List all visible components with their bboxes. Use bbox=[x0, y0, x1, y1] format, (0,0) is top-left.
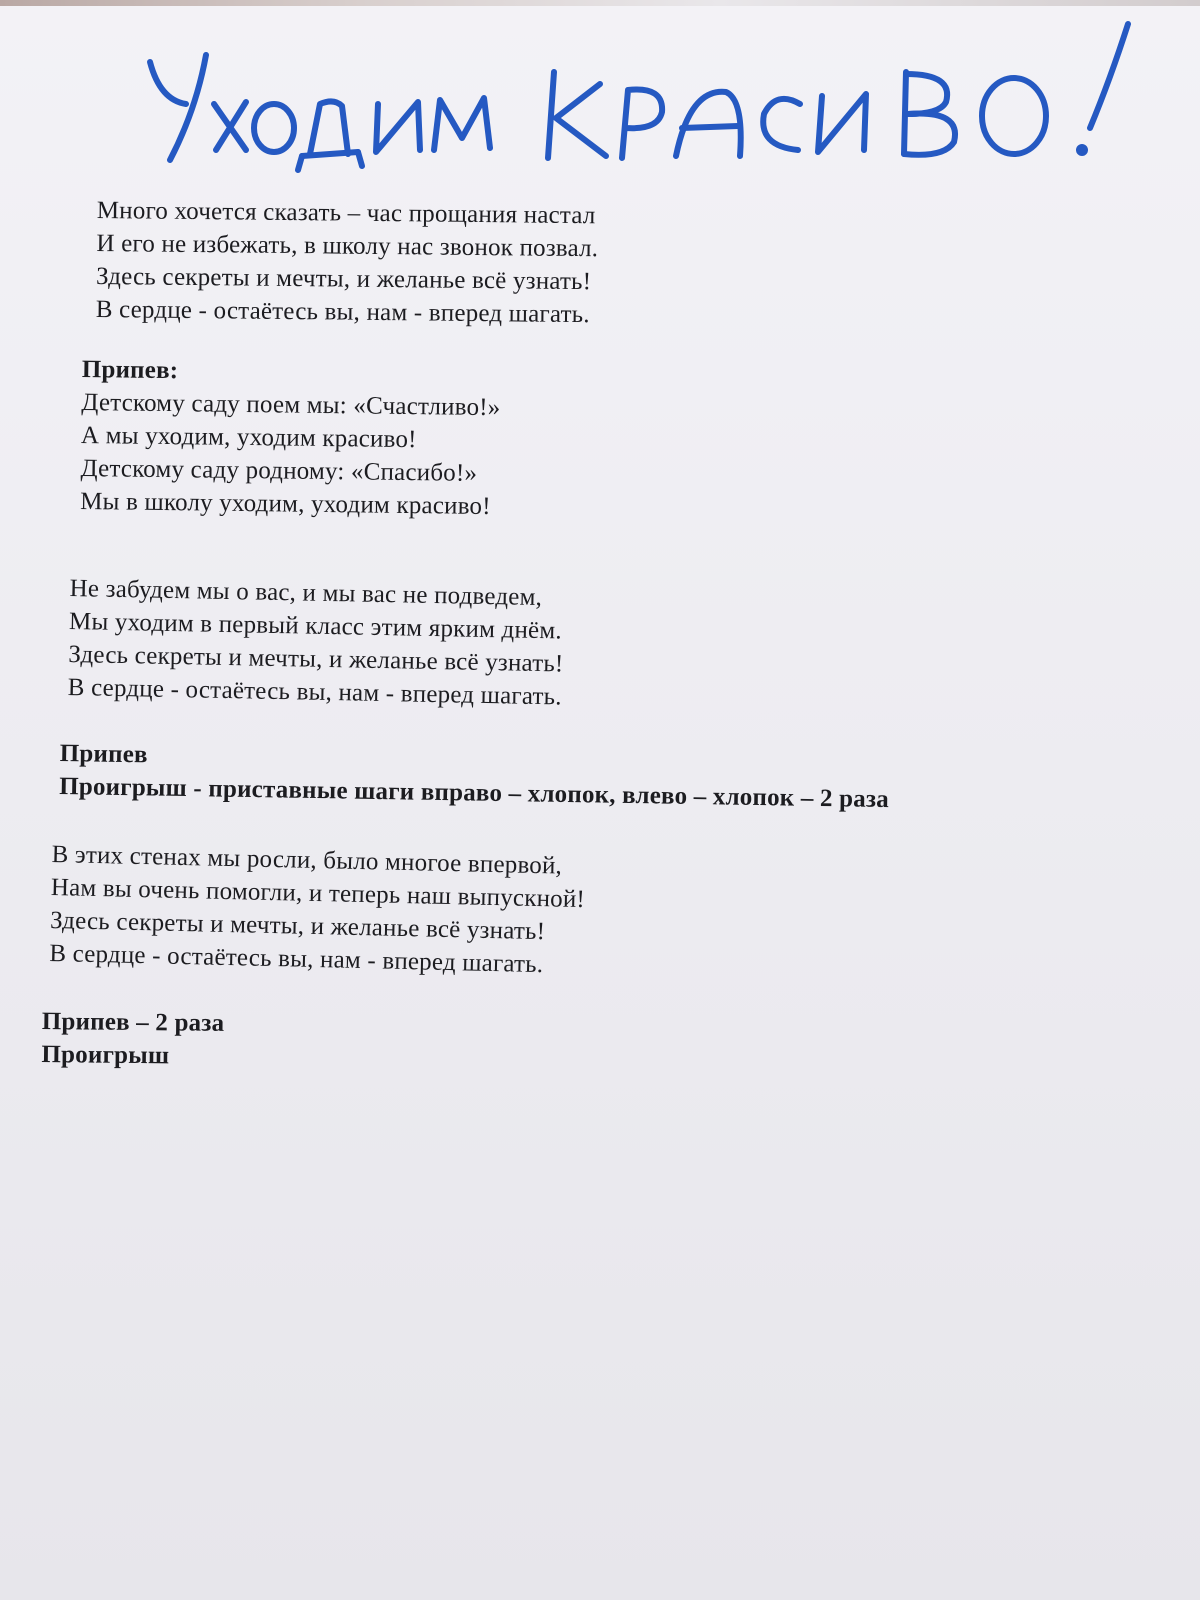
ending bbox=[41, 1005, 224, 1073]
chorus-line: Детскому саду поем мы: «Счастливо!» bbox=[81, 388, 501, 422]
final-interlude: Проигрыш bbox=[41, 1040, 170, 1070]
chorus-line: А мы уходим, уходим красиво! bbox=[80, 421, 417, 454]
interlude-instruction: Проигрыш - приставные шаги вправо – хлопок, влево – хлопок – 2 раза bbox=[59, 772, 890, 814]
verse-line: В сердце - остаётесь вы, нам - вперед шагать. bbox=[67, 673, 562, 711]
verse-line: В сердце - остаётесь вы, нам - вперед шагать. bbox=[95, 295, 590, 329]
verse-line: Здесь секреты и мечты, и желанье всё узнать! bbox=[68, 640, 564, 678]
verse-line: Здесь секреты и мечты, и желанье всё узнать! bbox=[95, 262, 592, 296]
verse-line: В этих стенах мы росли, было многое впервой, bbox=[51, 840, 563, 880]
chorus-reference: Припев bbox=[59, 739, 148, 769]
chorus-twice: Припев – 2 раза bbox=[41, 1007, 225, 1037]
chorus-line: Детскому саду родному: «Спасибо!» bbox=[80, 454, 478, 487]
verse-2 bbox=[67, 572, 565, 713]
verse-line: Мы уходим в первый класс этим ярким днём. bbox=[68, 607, 563, 645]
verse-3 bbox=[49, 838, 586, 982]
chorus-heading: Припев: bbox=[81, 355, 179, 385]
verse-line: И его не избежать, в школу нас звонок позвал. bbox=[96, 229, 599, 263]
chorus bbox=[80, 353, 501, 523]
verse-line: Нам вы очень помогли, и теперь наш выпускной! bbox=[50, 873, 586, 914]
verse-line: Много хочется сказать – час прощания настал bbox=[96, 196, 596, 230]
verse-line: Здесь секреты и мечты, и желанье всё узнать! bbox=[49, 906, 546, 946]
verse-line: В сердце - остаётесь вы, нам - вперед шагать. bbox=[49, 939, 544, 979]
verse-1 bbox=[96, 194, 599, 331]
chorus-and-interlude bbox=[59, 737, 890, 816]
verse-line: Не забудем мы о вас, и мы вас не подведем, bbox=[69, 574, 543, 612]
chorus-line: Мы в школу уходим, уходим красиво! bbox=[80, 487, 491, 521]
